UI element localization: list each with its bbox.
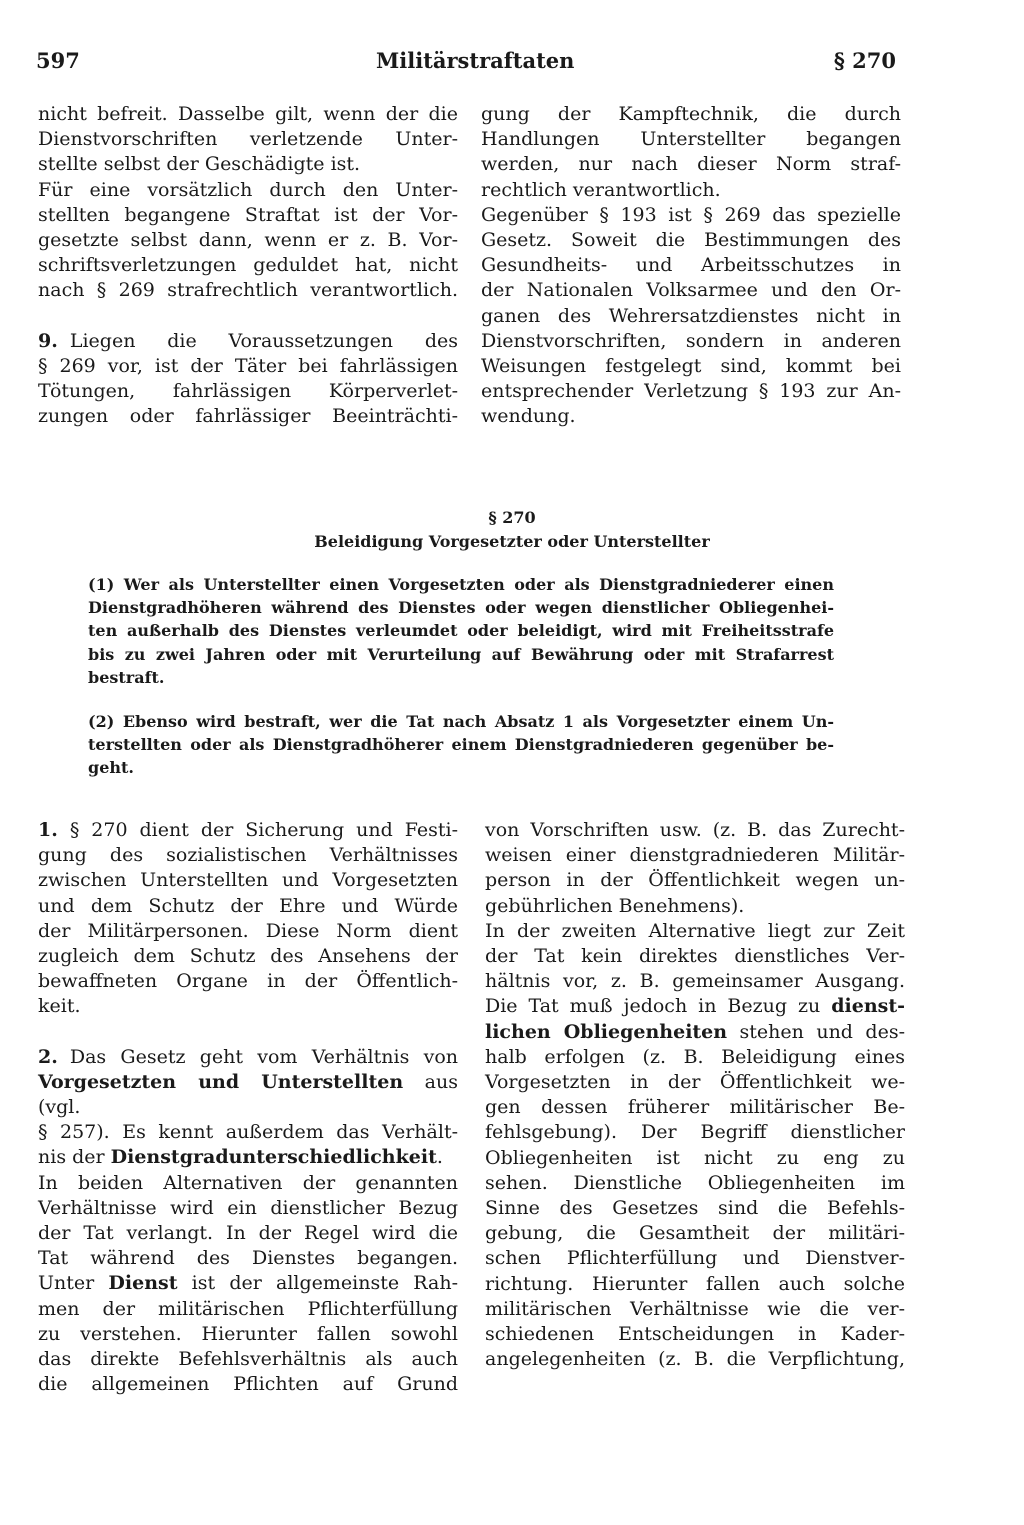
law-line: terstellten oder als Dienstgradhöherer einem Dienstgradniederen gegenüber be-	[88, 735, 834, 755]
law-paragraph-2	[88, 710, 834, 780]
text-line: Vorgesetzten in der Öffentlichkeit we-	[485, 1071, 905, 1094]
text-line: Obliegenheiten ist nicht zu eng zu	[485, 1146, 905, 1169]
text-line: werden, nur nach dieser Norm straf-	[481, 153, 901, 176]
text-line: § 269 vor, ist der Täter bei fahrlässigen	[38, 354, 458, 377]
text-line: Die Tat muß jedoch in Bezug zu dienst-	[485, 995, 905, 1018]
bottom-left-column	[38, 818, 458, 1397]
text-line: gesetzte selbst dann, wenn er z. B. Vor-	[38, 229, 458, 252]
text-line: nach § 269 strafrechtlich verantwortlich.	[38, 279, 458, 302]
text-line: Unter Dienst ist der allgemeinste Rah-	[38, 1272, 458, 1295]
text-line: person in der Öffentlichkeit wegen un-	[485, 869, 905, 892]
text-line: der Militärpersonen. Diese Norm dient	[38, 919, 458, 942]
law-line: bis zu zwei Jahren oder mit Verurteilung auf Bewährung oder mit Strafarrest	[88, 644, 834, 664]
text-line: gebung, die Gesamtheit der militäri-	[485, 1222, 905, 1245]
text-line: von Vorschriften usw. (z. B. das Zurecht-	[485, 819, 905, 841]
text-line: Für eine vorsätzlich durch den Unter-	[38, 178, 458, 201]
running-title: Militärstraftaten	[376, 48, 575, 73]
text-line: Vorgesetzten und Unterstellten aus (vgl.	[38, 1070, 458, 1119]
text-line: In beiden Alternativen der genannten	[38, 1171, 458, 1194]
text-line: entsprechender Verletzung § 193 zur An-	[481, 380, 901, 403]
paragraph	[481, 102, 901, 430]
text-line: 9. Liegen die Voraussetzungen des	[38, 329, 458, 352]
text-line: schiedenen Entscheidungen in Kader-	[485, 1323, 905, 1346]
item-number: 9.	[38, 329, 58, 352]
text-line: Weisungen festgelegt sind, kommt bei	[481, 355, 901, 378]
text-line: hältnis vor, z. B. gemeinsamer Ausgang.	[485, 970, 905, 993]
text-line: ganen des Wehrersatzdienstes nicht in	[481, 304, 901, 327]
page-number: 597	[36, 48, 80, 73]
text-line: Dienstvorschriften verletzende Unter-	[38, 128, 458, 151]
law-line: (2) Ebenso wird bestraft, wer die Tat nach Absatz 1 als Vorgesetzter einem Un-	[88, 712, 834, 731]
text-line: die allgemeinen Pflichten auf Grund	[38, 1373, 458, 1396]
text-line: wendung.	[481, 405, 576, 428]
text-line: nicht befreit. Dasselbe gilt, wenn der die	[38, 103, 458, 125]
text-line: der Tat verlangt. In der Regel wird die	[38, 1222, 458, 1245]
text-line: rechtlich verantwortlich.	[481, 178, 721, 201]
law-line: Dienstgradhöheren während des Dienstes oder wegen dienstlicher Obliegenhei-	[88, 598, 834, 618]
text-line: § 257). Es kennt außerdem das Verhält-	[38, 1121, 458, 1144]
text-line: nis der Dienstgradunterschiedlichkeit.	[38, 1146, 443, 1169]
text-line: zu verstehen. Hierunter fallen sowohl	[38, 1322, 458, 1345]
text-line: Gegenüber § 193 ist § 269 das spezielle	[481, 203, 901, 226]
law-section-number: § 270	[488, 508, 536, 527]
paragraph	[485, 818, 905, 1372]
item-number: 1.	[38, 819, 58, 841]
law-paragraph-1	[88, 573, 834, 689]
text-line: gung der Kampftechnik, die durch	[481, 103, 901, 125]
text-line: Tat während des Dienstes begangen.	[38, 1247, 458, 1270]
text-line: Gesundheits- und Arbeitsschutzes in	[481, 254, 901, 277]
text-line: militärischen Verhältnisse wie die ver-	[485, 1297, 905, 1320]
text-line: angelegenheiten (z. B. die Verpflichtung,	[485, 1348, 905, 1371]
text-line: schriftsverletzungen geduldet hat, nicht	[38, 254, 458, 277]
text-line: zugleich dem Schutz des Ansehens der	[38, 945, 458, 968]
text-line: und dem Schutz der Ehre und Würde	[38, 894, 458, 917]
top-left-column	[38, 102, 458, 429]
law-line: (1) Wer als Unterstellter einen Vorgesetzten oder als Dienstgradniederer einen	[88, 575, 834, 594]
text-line: Verhältnisse wird ein dienstlicher Bezug	[38, 1196, 458, 1219]
text-line: sehen. Dienstliche Obliegenheiten im	[485, 1171, 905, 1194]
text-line: der Nationalen Volksarmee und den Or-	[481, 279, 901, 302]
text-line: das direkte Befehlsverhältnis als auch	[38, 1348, 458, 1371]
text-line: stellte selbst der Geschädigte ist.	[38, 153, 361, 176]
text-line: lichen Obliegenheiten stehen und des-	[485, 1020, 905, 1043]
paragraph	[38, 102, 458, 304]
law-section-title: Beleidigung Vorgesetzter oder Unterstellter	[314, 532, 710, 551]
bottom-right-column	[485, 818, 905, 1372]
text-line: 1. § 270 dient der Sicherung und Festi-	[38, 819, 458, 841]
text-line: Dienstvorschriften, sondern in anderen	[481, 329, 901, 352]
text-line: stellten begangene Straftat ist der Vor-	[38, 203, 458, 226]
text-line: der Tat kein direktes dienstliches Ver-	[485, 945, 905, 968]
text-line: weisen einer dienstgradniederen Militär-	[485, 844, 905, 867]
section-marker: § 270	[833, 48, 896, 73]
text-line: men der militärischen Pflichterfüllung	[38, 1297, 458, 1320]
text-line: zungen oder fahrlässiger Beeinträchti-	[38, 405, 458, 428]
text-line: keit.	[38, 995, 81, 1018]
text-line: gebührlichen Benehmens).	[485, 894, 745, 917]
commentary-item-9	[38, 329, 458, 430]
text-line: Gesetz. Soweit die Bestimmungen des	[481, 229, 901, 252]
text-line: In der zweiten Alternative liegt zur Zeit	[485, 919, 905, 942]
text-line: halb erfolgen (z. B. Beleidigung eines	[485, 1045, 905, 1068]
commentary-item-2	[38, 1045, 458, 1398]
text-line: gung des sozialistischen Verhältnisses	[38, 844, 458, 867]
law-line: ten außerhalb des Dienstes verleumdet oder beleidigt, wird mit Freiheitsstrafe	[88, 621, 834, 641]
text-line: gen dessen früherer militärischer Be-	[485, 1096, 905, 1119]
text-line: fehlsgebung). Der Begriff dienstlicher	[485, 1121, 905, 1144]
text-line: zwischen Unterstellten und Vorgesetzten	[38, 869, 458, 892]
text-line: schen Pflichterfüllung und Dienstver-	[485, 1247, 905, 1270]
text-line: Tötungen, fahrlässigen Körperverlet-	[38, 380, 458, 403]
law-line: bestraft.	[88, 667, 165, 687]
text-line: Sinne des Gesetzes sind die Befehls-	[485, 1197, 905, 1220]
item-number: 2.	[38, 1045, 58, 1068]
page-header	[36, 48, 896, 82]
law-line: geht.	[88, 758, 134, 778]
text-line: richtung. Hierunter fallen auch solche	[485, 1272, 905, 1295]
text-line: Handlungen Unterstellter begangen	[481, 128, 901, 151]
text-line: bewaffneten Organe in der Öffentlich-	[38, 970, 458, 993]
text-line: 2. Das Gesetz geht vom Verhältnis von	[38, 1045, 458, 1068]
commentary-item-1	[38, 818, 458, 1020]
top-right-column	[481, 102, 901, 430]
